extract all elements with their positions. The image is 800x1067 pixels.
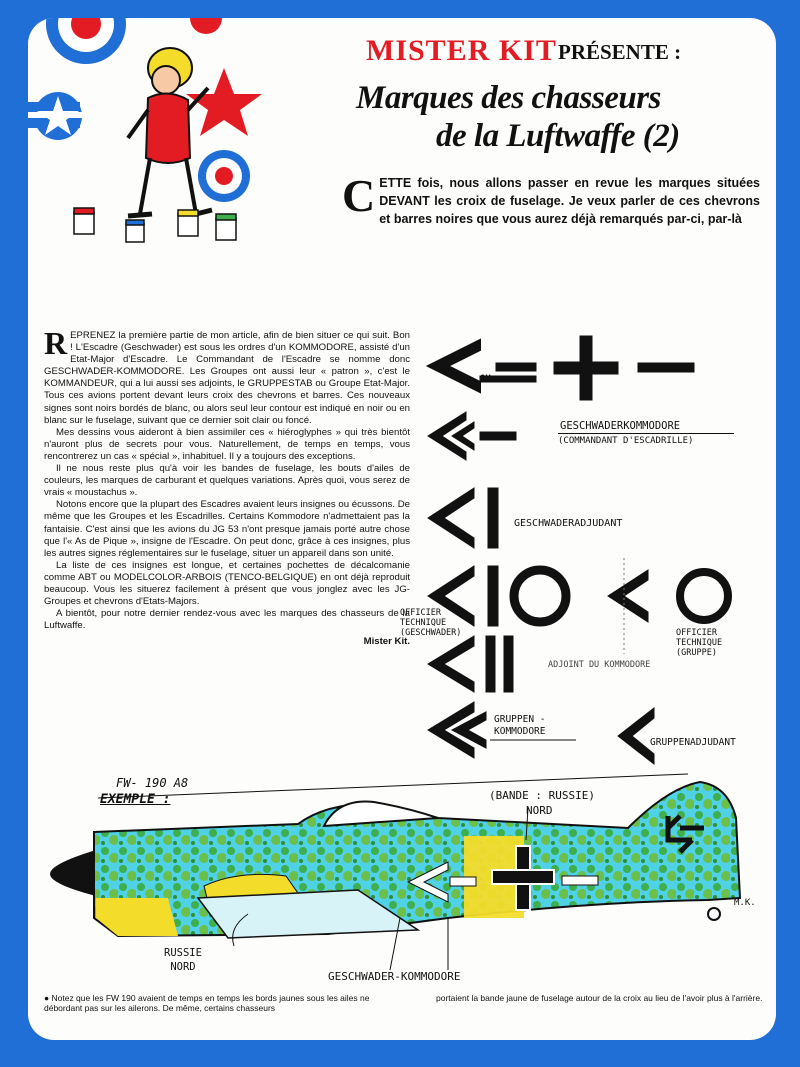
label-officier-geschwader: OFFICIER TECHNIQUE (GESCHWADER) — [400, 608, 462, 638]
label-gruppenkommodore: GRUPPEN - KOMMODORE — [494, 714, 546, 737]
fuselage — [94, 782, 740, 936]
label-ou: OU — [480, 374, 491, 384]
plane-model: FW- 190 A8 — [116, 776, 189, 790]
page-sheet — [28, 18, 776, 1040]
article-paragraph: REPRENEZ la première partie de mon article, afin de bien situer ce qui suit. Bon ! L'Escadre (Geschwader) est sous les ordres d'un KOMMODORE, assisté d'un Etat-Major d'Escadre. Le Commandant de l'Escadre se nomme donc GESCHWADER-KOMMODORE. Les Groupes ont aussi leur « patron », c'est le KOMMANDEUR, qui a lui aussi ses adjoints, le GRUPPESTAB ou Groupe Etat-Major. Tous ces avions portent devant leurs croix des chevrons et barres. Ces nouveaux signes sont noirs bordés de blanc, ou alors seul leur contour est indiqué en noir ou en blanc sur le fuselage, suivant que ce dernier soit clair ou foncé. — [44, 325, 410, 426]
label-geschwader-kommodore: GESCHWADER-KOMMODORE — [328, 970, 461, 983]
label-gruppenadjudant: GRUPPENADJUDANT — [650, 737, 736, 748]
article-paragraph: Notons encore que la plupart des Escadres avaient leurs insignes ou écussons. De même que les Groupes et les Escadrilles. Certains Kommodore n'admettaient pas la fantaisie. C'est ainsi que les avions du JG 53 n'ont presque jamais porté autre chose que l'« As de Pique », insigne de l'Escadre. On peut donc, grâce à ces insignes, plus les autres signes réglementaires sur le fuselage, situer un appareil dans son unité. — [44, 499, 410, 559]
presents-label: PRÉSENTE : — [558, 40, 682, 64]
article-title-line1: Marques des chasseurs — [356, 80, 661, 116]
label-officier-gruppe: OFFICIER TECHNIQUE (GRUPPE) — [676, 628, 723, 658]
article-paragraph: Mes dessins vous aideront à bien assimiler ces « hiéroglyphes » qui très bientôt n'auront plus de secrets pour vous. Naturellement, de temps en temps, vous rencontrerez un cas « spécial », inhabituel. Il y a toujours des exceptions. — [44, 426, 410, 462]
article-paragraph: La liste de ces insignes est longue, et certaines pochettes de décalcomanie comme ABT ou MODELCOLOR-ARBOIS (TENCO-BELGIQUE) en ont déjà reproduit beaucoup. Vous les situerez facilement à présent que vous jonglez avec les JG-Groupes et chevrons d'Etats-Majors. — [44, 559, 410, 608]
bar-mark — [562, 876, 598, 885]
fw190-illustration — [28, 18, 776, 978]
bar-mark — [450, 877, 476, 886]
article-paragraph: Il ne nous reste plus qu'à voir les bandes de fuselage, les bouts d'ailes de couleurs, les marques de carburant et quelques variations. Après quoi, vous serez de vrais « moustachus ». — [44, 463, 410, 499]
article-paragraph: A bientôt, pour notre dernier rendez-vous avec les marques des chasseurs de la Luftwaffe. — [44, 608, 410, 632]
label-russie-nord: RUSSIE NORD — [164, 947, 202, 973]
label-geschwaderadjudant: GESCHWADERADJUDANT — [514, 518, 623, 529]
brand-title: MISTER KIT — [366, 34, 557, 67]
label-adjoint-kommodore: ADJOINT DU KOMMODORE — [548, 660, 651, 670]
cross-mark — [492, 870, 554, 884]
article-drop-cap: R — [44, 325, 68, 361]
footnote-left: ● Notez que les FW 190 avaient de temps en temps les bords jaunes sous les ailes ne débordant pas sur les ailerons. De même, certains chasseurs — [44, 993, 370, 1013]
artist-initials: M.K. — [734, 898, 756, 908]
label-nord: NORD — [526, 804, 553, 817]
label-commandant: (COMMANDANT D'ESCADRILLE) — [558, 436, 694, 446]
article-signature: Mister Kit. — [363, 636, 410, 648]
label-geschwaderkommodore: GESCHWADERKOMMODORE — [560, 420, 681, 432]
intro-drop-cap: C — [342, 170, 376, 221]
intro-text: ETTE fois, nous allons passer en revue les marques situées DEVANT les croix de fuselage. Je veux parler de ces chevrons et barres noires que vous aurez déjà remarqués par-ci, par-là — [379, 176, 760, 226]
footnote-right: portaient la bande jaune de fuselage autour de la croix au lieu de l'avoir plus à l'arrière. — [436, 993, 763, 1003]
yellow-cowling — [96, 898, 178, 936]
label-bande: (BANDE : RUSSIE) — [489, 789, 595, 802]
plane-example: EXEMPLE : — [100, 792, 171, 807]
article-title-line2: de la Luftwaffe (2) — [436, 118, 680, 154]
spinner — [50, 850, 96, 896]
